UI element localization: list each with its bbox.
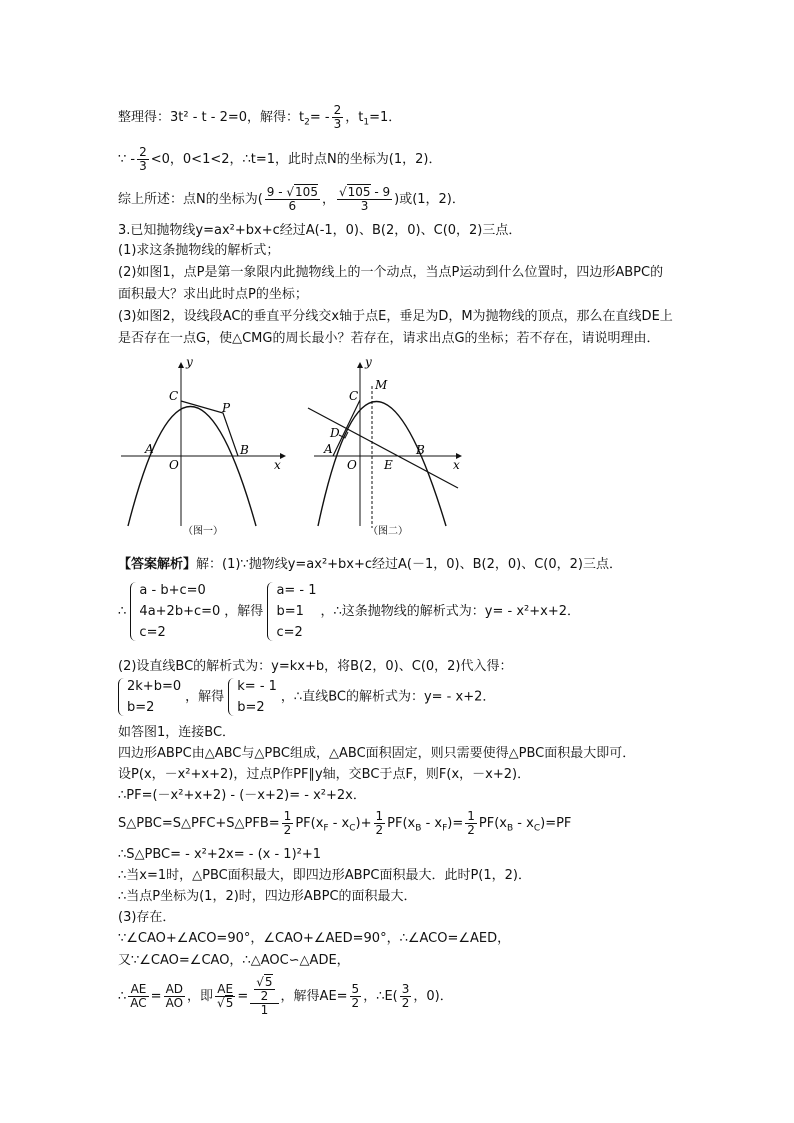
text: S△PBC=S△PFC+S△PFB= bbox=[118, 816, 280, 831]
denominator: 2 bbox=[375, 823, 384, 837]
text: - x bbox=[513, 816, 534, 831]
label-d: D bbox=[330, 426, 340, 440]
equation: b=2 bbox=[237, 700, 265, 715]
text: - 9 bbox=[370, 185, 391, 199]
label-x: x bbox=[274, 458, 281, 472]
fraction bbox=[282, 810, 294, 837]
answer-line-9: ∴当x=1时，△PBC面积最大，即四边形ABPC面积最大．此时P(1，2)． bbox=[118, 868, 531, 883]
label-o: O bbox=[347, 458, 357, 472]
text: ，∴E( bbox=[363, 989, 398, 1004]
text: ，解得AE= bbox=[280, 989, 348, 1004]
subscript: C bbox=[533, 823, 541, 834]
label-p: P bbox=[222, 401, 231, 415]
label-y: y bbox=[186, 356, 193, 369]
numerator: AD bbox=[165, 982, 184, 996]
answer-line-11: (3)存在． bbox=[118, 910, 176, 925]
answer-line-1 bbox=[118, 556, 622, 574]
denominator: 3 bbox=[139, 159, 147, 173]
problem-q3-line1: (3)如图2，设线段AC的垂直平分线交x轴于点E，垂足为D，M为抛物线的顶点，那么在直线DE上 bbox=[118, 309, 673, 324]
denominator: 3 bbox=[333, 117, 342, 131]
fraction bbox=[465, 810, 477, 837]
text: 综上所述：点N的坐标为( bbox=[118, 192, 263, 207]
label-e: E bbox=[384, 458, 393, 472]
label-x: x bbox=[453, 458, 460, 472]
answer-line-3: 如答图1，连接BC． bbox=[118, 725, 236, 740]
subscript: F bbox=[442, 823, 448, 834]
denominator: 2 bbox=[283, 823, 292, 837]
equation-system bbox=[130, 580, 220, 643]
problem-q2-line1: (2)如图1，点P是第一象限内此抛物线上的一个动点，当点P运动到什么位置时，四边形ABPC的 bbox=[118, 265, 664, 280]
equation: b=1 bbox=[276, 604, 304, 619]
denominator: AO bbox=[165, 996, 184, 1010]
text: )=PF bbox=[540, 816, 572, 831]
denominator: 2 bbox=[467, 823, 475, 837]
subscript: 1 bbox=[363, 117, 370, 128]
numerator: 3 bbox=[401, 982, 410, 996]
numerator: AE bbox=[130, 982, 147, 996]
fraction bbox=[374, 810, 386, 837]
figures bbox=[118, 356, 478, 541]
subscript: C bbox=[349, 823, 356, 834]
fraction bbox=[128, 983, 148, 1010]
answer-line-4: 四边形ABPC由△ABC与△PBC组成，△ABC面积固定，则只需要使得△PBC面积最大即可． bbox=[118, 746, 636, 761]
answer-area-formula bbox=[118, 810, 571, 838]
denominator: 2 bbox=[351, 996, 360, 1010]
problem-q2-line2: 面积最大？求出此时点P的坐标； bbox=[118, 287, 308, 302]
sqrt-radicand: 105 bbox=[295, 185, 318, 199]
parabola bbox=[128, 407, 256, 527]
text: = bbox=[150, 989, 162, 1004]
text: ，∴直线BC的解析式为：y= - x+2． bbox=[280, 689, 496, 705]
figure-1 bbox=[121, 356, 286, 537]
fraction bbox=[332, 104, 344, 131]
solution-line-2 bbox=[118, 146, 441, 173]
y-axis-arrow bbox=[178, 362, 184, 368]
answer-line-5: 设P(x，－x²+x+2)，过点P作PF∥y轴，交BC于点F，则F(x，－x+2)． bbox=[118, 767, 531, 782]
numerator: 9 - √105 bbox=[266, 185, 318, 199]
figure-1-caption: （图一） bbox=[183, 526, 223, 537]
text: ，0)． bbox=[413, 989, 453, 1004]
fraction bbox=[350, 983, 362, 1010]
text: PF(x bbox=[387, 816, 416, 831]
problem-q1: (1)求这条抛物线的解析式； bbox=[118, 243, 280, 258]
answer-line-12: ∵∠CAO+∠ACO=90°，∠CAO+∠AED=90°，∴∠ACO=∠AED， bbox=[118, 931, 511, 946]
text: 解：(1)∵抛物线y=ax²+bx+c经过A(－1，0)、B(2，0)、C(0，2)三点． bbox=[196, 557, 622, 572]
text: )或(1，2)． bbox=[394, 192, 465, 207]
label-b: B bbox=[240, 443, 249, 457]
equation: c=2 bbox=[139, 625, 166, 640]
fraction bbox=[400, 983, 412, 1010]
numerator: √5 bbox=[256, 975, 273, 989]
equation: c=2 bbox=[276, 625, 303, 640]
text: PF(x bbox=[478, 816, 507, 831]
text: <0，0<1<2，∴t=1，此时点N的坐标为(1，2)． bbox=[150, 152, 442, 167]
equation: a - b+c=0 bbox=[139, 583, 206, 598]
denominator: 6 bbox=[265, 199, 320, 213]
fraction bbox=[137, 146, 149, 173]
text: ，解得 bbox=[224, 604, 264, 619]
sqrt-radicand: 5 bbox=[225, 996, 234, 1010]
text: =1． bbox=[369, 110, 402, 125]
solution-system bbox=[228, 676, 277, 718]
answer-line-14 bbox=[118, 976, 453, 1017]
text: ， bbox=[321, 192, 335, 207]
solution-line-3 bbox=[118, 186, 465, 213]
fraction bbox=[215, 983, 235, 1010]
answer-line-8: ∴S△PBC= - x²+2x= - (x - 1)²+1 bbox=[118, 847, 322, 862]
text: ∴ bbox=[118, 989, 127, 1004]
answer-line-6: ∴PF=(－x²+x+2) - (－x+2)= - x²+2x． bbox=[118, 788, 366, 803]
problem-title: 3.已知抛物线y=ax²+bx+c经过A(-1，0)、B(2，0)、C(0，2)三点． bbox=[118, 223, 522, 238]
problem-q3-line2: 是否存在一点G，使△CMG的周长最小？若存在，请求出点G的坐标；若不存在，请说明理由． bbox=[118, 331, 660, 346]
parabola bbox=[318, 402, 446, 527]
answer-line-2: (2)设直线BC的解析式为：y=kx+b，将B(2，0)、C(0，2)代入得： bbox=[118, 659, 513, 674]
text: ∵ - bbox=[118, 152, 136, 167]
numerator: √105 - 9 bbox=[338, 185, 391, 199]
figure-2 bbox=[308, 356, 462, 537]
equation: k= - 1 bbox=[237, 679, 277, 694]
text: ，∴这条抛物线的解析式为：y= - x²+x+2． bbox=[320, 604, 580, 619]
numerator: 1 bbox=[283, 809, 292, 823]
solution-line-1 bbox=[118, 104, 401, 132]
answer-line-10: ∴当点P坐标为(1，2)时，四边形ABPC的面积最大． bbox=[118, 889, 417, 904]
label-a: A bbox=[145, 442, 154, 456]
denominator: 2 bbox=[254, 989, 274, 1003]
subscript: B bbox=[506, 823, 514, 834]
label-c: C bbox=[169, 389, 179, 403]
fraction bbox=[164, 983, 185, 1010]
denominator: AC bbox=[130, 996, 147, 1010]
text: ∴ bbox=[118, 604, 127, 619]
label-a: A bbox=[324, 442, 333, 456]
subscript: F bbox=[323, 823, 329, 834]
fraction bbox=[265, 186, 320, 213]
numerator: 2 bbox=[333, 103, 342, 117]
label-c: C bbox=[349, 389, 359, 403]
sqrt-radicand: 105 bbox=[347, 185, 371, 199]
sqrt-radicand: 5 bbox=[264, 975, 273, 989]
denominator: 2 bbox=[401, 996, 410, 1010]
denominator: 1 bbox=[250, 1003, 278, 1017]
fraction bbox=[254, 976, 274, 1003]
figure-2-caption: （图二） bbox=[368, 526, 408, 537]
text: 9 - bbox=[266, 185, 287, 199]
numerator: AE bbox=[217, 982, 234, 996]
text: ，t bbox=[345, 110, 364, 125]
equation: b=2 bbox=[127, 700, 155, 715]
text: = bbox=[237, 989, 249, 1004]
text: PF(x bbox=[295, 816, 324, 831]
equation: a= - 1 bbox=[276, 583, 317, 598]
solution-system bbox=[267, 580, 316, 643]
text: )+ bbox=[355, 816, 372, 831]
equation-system bbox=[118, 676, 181, 718]
answer-system-2 bbox=[118, 676, 495, 718]
text: )= bbox=[447, 816, 464, 831]
numerator: 1 bbox=[467, 809, 475, 823]
x-axis-arrow bbox=[280, 453, 286, 459]
numerator: 2 bbox=[139, 145, 147, 159]
text: ，解得 bbox=[185, 689, 225, 705]
text: - x bbox=[328, 816, 350, 831]
text: 整理得：3t² - t - 2=0，解得：t bbox=[118, 110, 305, 125]
compound-fraction bbox=[250, 976, 278, 1017]
numerator: 1 bbox=[375, 809, 384, 823]
denominator: √5 bbox=[217, 996, 234, 1010]
subscript: B bbox=[415, 823, 422, 834]
label-o: O bbox=[169, 458, 179, 472]
y-axis-arrow bbox=[357, 362, 363, 368]
equation: 4a+2b+c=0 bbox=[139, 604, 221, 619]
equation: 2k+b=0 bbox=[127, 679, 182, 694]
answer-system-1 bbox=[118, 580, 580, 643]
label-m: M bbox=[375, 378, 388, 392]
text: = - bbox=[309, 110, 330, 125]
denominator: 3 bbox=[337, 199, 392, 213]
label-b: B bbox=[416, 443, 425, 457]
answer-line-13: 又∵∠CAO=∠CAO，∴△AOC∽△ADE， bbox=[118, 953, 350, 968]
answer-heading: 【答案解析】 bbox=[118, 557, 197, 572]
text: - x bbox=[421, 816, 443, 831]
text: ，即 bbox=[187, 989, 214, 1004]
label-y: y bbox=[365, 356, 372, 369]
numerator: 5 bbox=[351, 982, 360, 996]
subscript: 2 bbox=[304, 117, 310, 128]
fraction bbox=[337, 186, 392, 213]
numerator bbox=[250, 976, 278, 1003]
